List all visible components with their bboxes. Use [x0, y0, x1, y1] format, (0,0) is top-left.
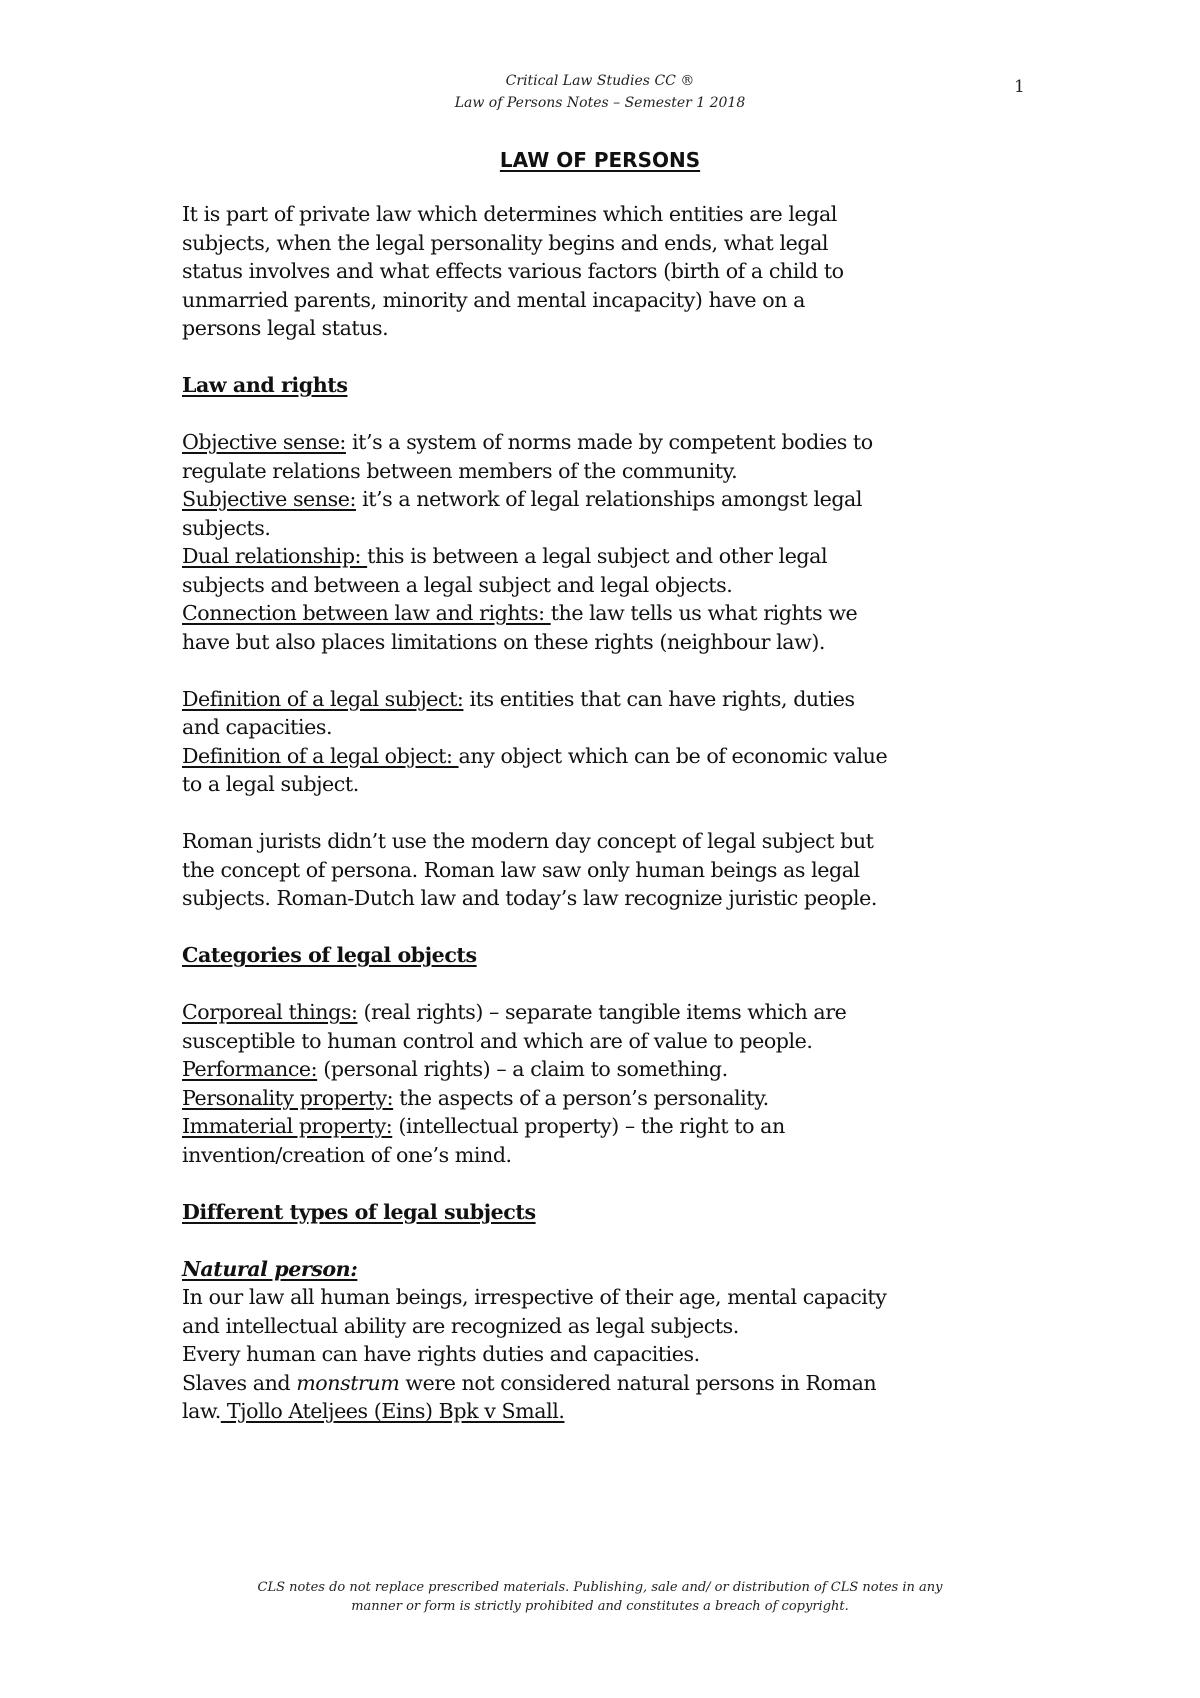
natural-line: and intellectual ability are recognized as legal subjects. — [182, 1313, 739, 1338]
personality-term: Personality property: — [182, 1085, 394, 1110]
subjective-sense-line: Subjective sense: it’s a network of legal relationships amongst legal — [182, 487, 863, 511]
def-object-line: Definition of a legal object: any object which can be of economic value — [182, 743, 888, 768]
connection-term: Connection between law and rights: — [182, 601, 551, 625]
subjective-sense-cont: subjects. — [182, 515, 271, 540]
intro-line: It is part of private law which determines which entities are legal — [182, 202, 837, 226]
def-subject-cont: and capacities. — [182, 715, 333, 739]
natural-line: law. Tjollo Ateljees (Eins) Bpk v Small. — [182, 1399, 565, 1423]
connection-line: Connection between law and rights: the law tells us what rights we — [182, 601, 858, 625]
performance-term: Performance: — [182, 1057, 318, 1081]
page-title: LAW OF PERSONS — [499, 148, 701, 172]
objective-term: Objective sense: — [182, 430, 346, 454]
dual-relationship-cont: subjects and between a legal subject and legal objects. — [182, 572, 733, 597]
natural-line: Every human can have rights duties and capacities. — [182, 1342, 700, 1366]
copyright-footer — [0, 1578, 1200, 1616]
performance-line: Performance: (personal rights) – a claim to something. — [182, 1057, 728, 1081]
document-body — [182, 200, 1042, 1426]
def-object-term: Definition of a legal object: — [182, 743, 459, 768]
immaterial-line: Immaterial property: (intellectual property) – the right to an — [182, 1114, 785, 1138]
intro-line: unmarried parents, minority and mental incapacity) have on a — [182, 287, 805, 312]
section-heading-subjects: Different types of legal subjects — [182, 1199, 536, 1224]
footer-line-1: CLS notes do not replace prescribed materials. Publishing, sale and/ or distribution of CLS notes in any — [257, 1580, 943, 1595]
connection-cont: have but also places limitations on these rights (neighbour law). — [182, 629, 825, 654]
section-heading-law-rights: Law and rights — [182, 373, 348, 397]
intro-line: status involves and what effects various factors (birth of a child to — [182, 259, 844, 283]
def-subject-term: Definition of a legal subject: — [182, 686, 464, 711]
corporeal-cont: susceptible to human control and which are of value to people. — [182, 1028, 813, 1053]
def-subject-line: Definition of a legal subject: its entities that can have rights, duties — [182, 686, 855, 711]
intro-line: persons legal status. — [182, 316, 389, 340]
section-heading-categories: Categories of legal objects — [182, 943, 477, 967]
corporeal-line: Corporeal things: (real rights) – separate tangible items which are — [182, 1000, 847, 1024]
subheading-natural-person: Natural person: — [182, 1256, 358, 1281]
immaterial-cont: invention/creation of one’s mind. — [182, 1142, 512, 1167]
case-citation: Tjollo Ateljees (Eins) Bpk v Small. — [220, 1399, 565, 1423]
roman-line: Roman jurists didn’t use the modern day concept of legal subject but — [182, 829, 874, 853]
intro-line: subjects, when the legal personality begins and ends, what legal — [182, 230, 829, 255]
dual-relationship-line: Dual relationship: this is between a legal subject and other legal — [182, 544, 828, 568]
subjective-term: Subjective sense: — [182, 487, 356, 511]
objective-sense-cont: regulate relations between members of the community. — [182, 458, 738, 483]
def-object-cont: to a legal subject. — [182, 772, 359, 796]
footer-line-2: manner or form is strictly prohibited and constitutes a breach of copyright. — [351, 1599, 849, 1614]
personality-line: Personality property: the aspects of a person’s personality. — [182, 1085, 769, 1110]
roman-line: subjects. Roman-Dutch law and today’s law recognize juristic people. — [182, 886, 877, 910]
dual-term: Dual relationship: — [182, 544, 368, 568]
header-line-1: Critical Law Studies CC ® — [505, 73, 695, 89]
roman-line: the concept of persona. Roman law saw only human beings as legal — [182, 857, 860, 882]
immaterial-term: Immaterial property: — [182, 1114, 393, 1138]
natural-line: In our law all human beings, irrespective of their age, mental capacity — [182, 1285, 887, 1309]
natural-line: Slaves and monstrum were not considered natural persons in Roman — [182, 1370, 877, 1395]
objective-sense-line: Objective sense: it’s a system of norms made by competent bodies to — [182, 430, 873, 454]
page-number: 1 — [1014, 77, 1025, 97]
corporeal-term: Corporeal things: — [182, 1000, 358, 1024]
header-line-2: Law of Persons Notes – Semester 1 2018 — [454, 95, 746, 111]
